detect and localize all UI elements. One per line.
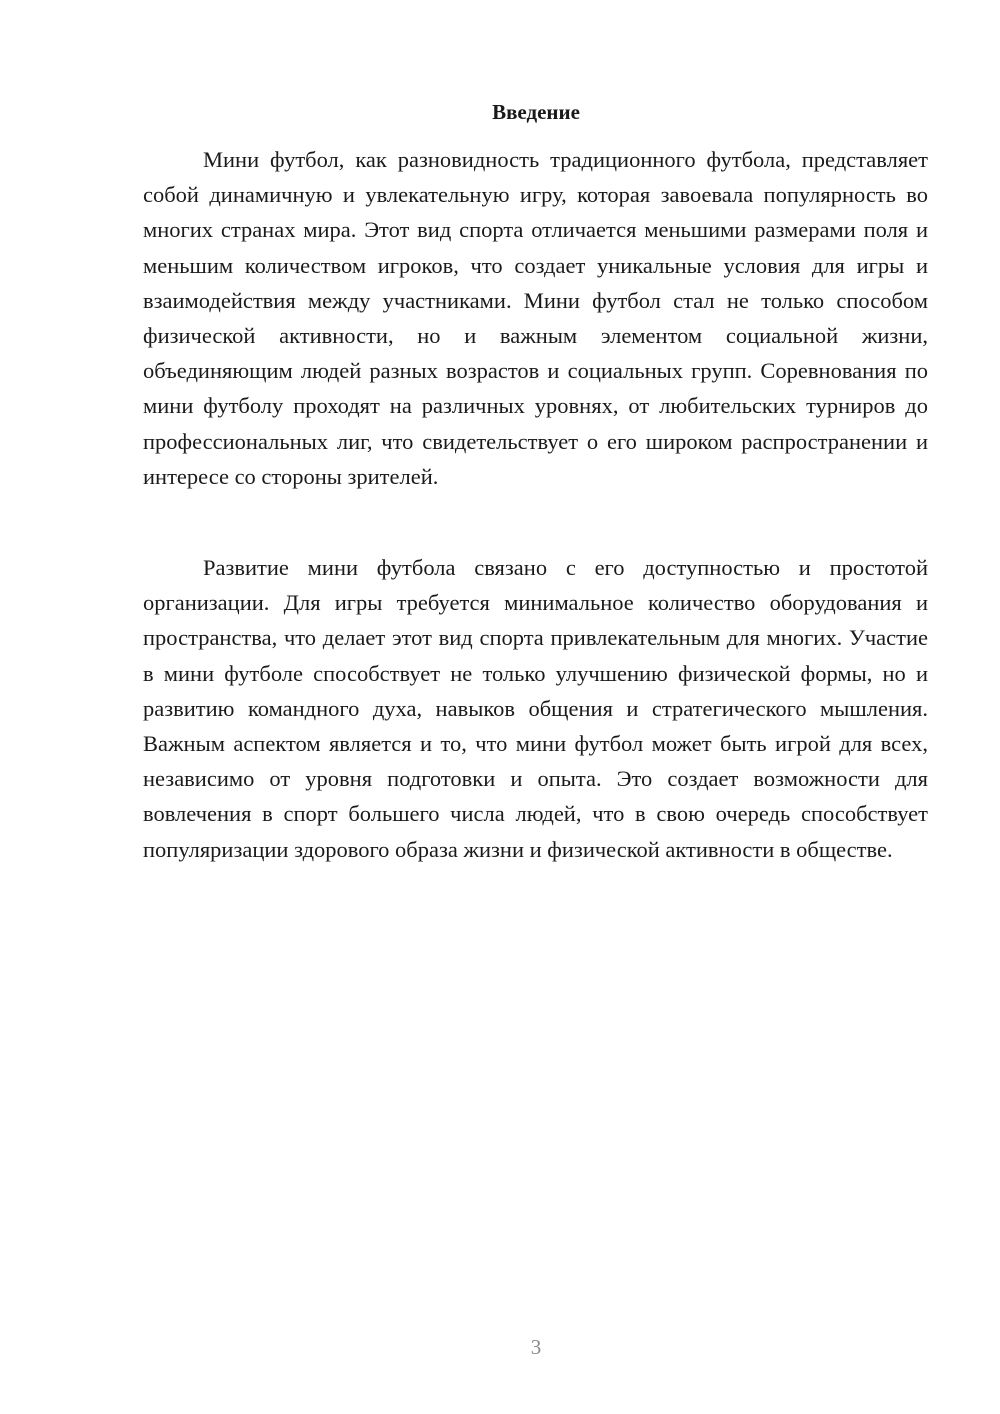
section-title: Введение [492,100,580,124]
page-number: 3 [530,1335,542,1359]
paragraph-2: Развитие мини футбола связано с его доступностью и простотой организации. Для игры требуется минимальное количество оборудования и пространства, что делает этот вид спорта привлекательным для многих. Участие в мини футболе способствует не только улучшению физической формы, но и развитию командного духа, навыков общения и стратегического мышления. Важным аспектом является и то, что мини футбол может быть игрой для всех, независимо от уровня подготовки и опыта. Это создает возможности для вовлечения в спорт большего числа людей, что в свою очередь способствует популяризации здорового образа жизни и физической активности в обществе. [143,555,928,862]
paragraph-1: Мини футбол, как разновидность традиционного футбола, представляет собой динамичную и увлекательную игру, которая завоевала популярность во многих странах мира. Этот вид спорта отличается меньшими размерами поля и меньшим количеством игроков, что создает уникальные условия для игры и взаимодействия между участниками. Мини футбол стал не только способом физической активности, но и важным элементом социальной жизни, объединяющим людей разных возрастов и социальных групп. Соревнования по мини футболу проходят на различных уровнях, от любительских турниров до профессиональных лиг, что свидетельствует о его широком распространении и интересе со стороны зрителей. [143,147,928,489]
